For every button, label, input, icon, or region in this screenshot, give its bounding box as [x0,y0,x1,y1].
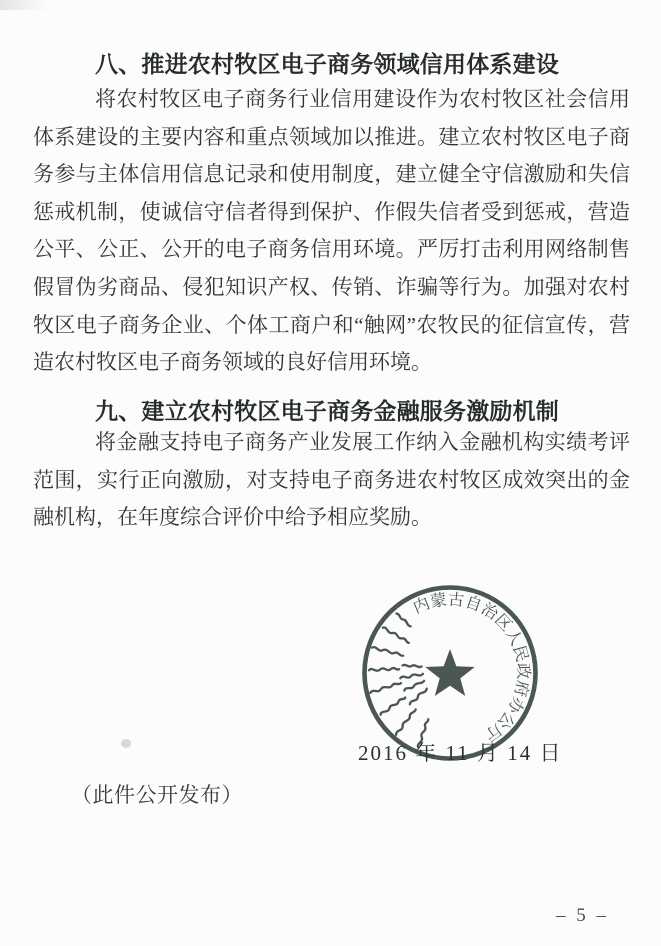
seal-chinese-text: 内蒙古自治区人民政府办公厅 [410,590,533,745]
scan-artifact-speckle [120,738,132,750]
page-number: – 5 – [556,905,609,926]
document-date: 2016 年 11 月 14 日 [358,741,563,765]
section-8-paragraph: 将农村牧区电子商务行业信用建设作为农村牧区社会信用体系建设的主要内容和重点领域加以推进。建立农村牧区电子商务参与主体信用信息记录和使用制度，建立健全守信激励和失信惩戒机制，使诚信守信者得到保护、作假失信者受到惩戒，营造公平、公正、公开的电子商务信用环境。严厉打击利用网络制售假冒伪劣商品、侵犯知识产权、传销、诈骗等行为。加强对农村牧区电子商务企业、个体工商户和“触网”农牧民的征信宣传，营造农村牧区电子商务领域的良好信用环境。 [33,87,630,375]
mongolian-script-arc-icon [369,612,430,747]
publish-note: （此件公开发布） [71,783,243,807]
section-8-heading: 八、推进农村牧区电子商务领域信用体系建设 [95,51,559,77]
section-9-paragraph: 将金融支持电子商务产业发展工作纳入金融机构实绩考评范围，实行正向激励，对支持电子商务进农村牧区成效突出的金融机构，在年度综合评价中给予相应奖励。 [33,430,630,530]
seal-star-icon [425,649,474,696]
scan-artifact-edge [0,0,50,10]
section-9-heading: 九、建立农村牧区电子商务金融服务激励机制 [95,398,559,424]
